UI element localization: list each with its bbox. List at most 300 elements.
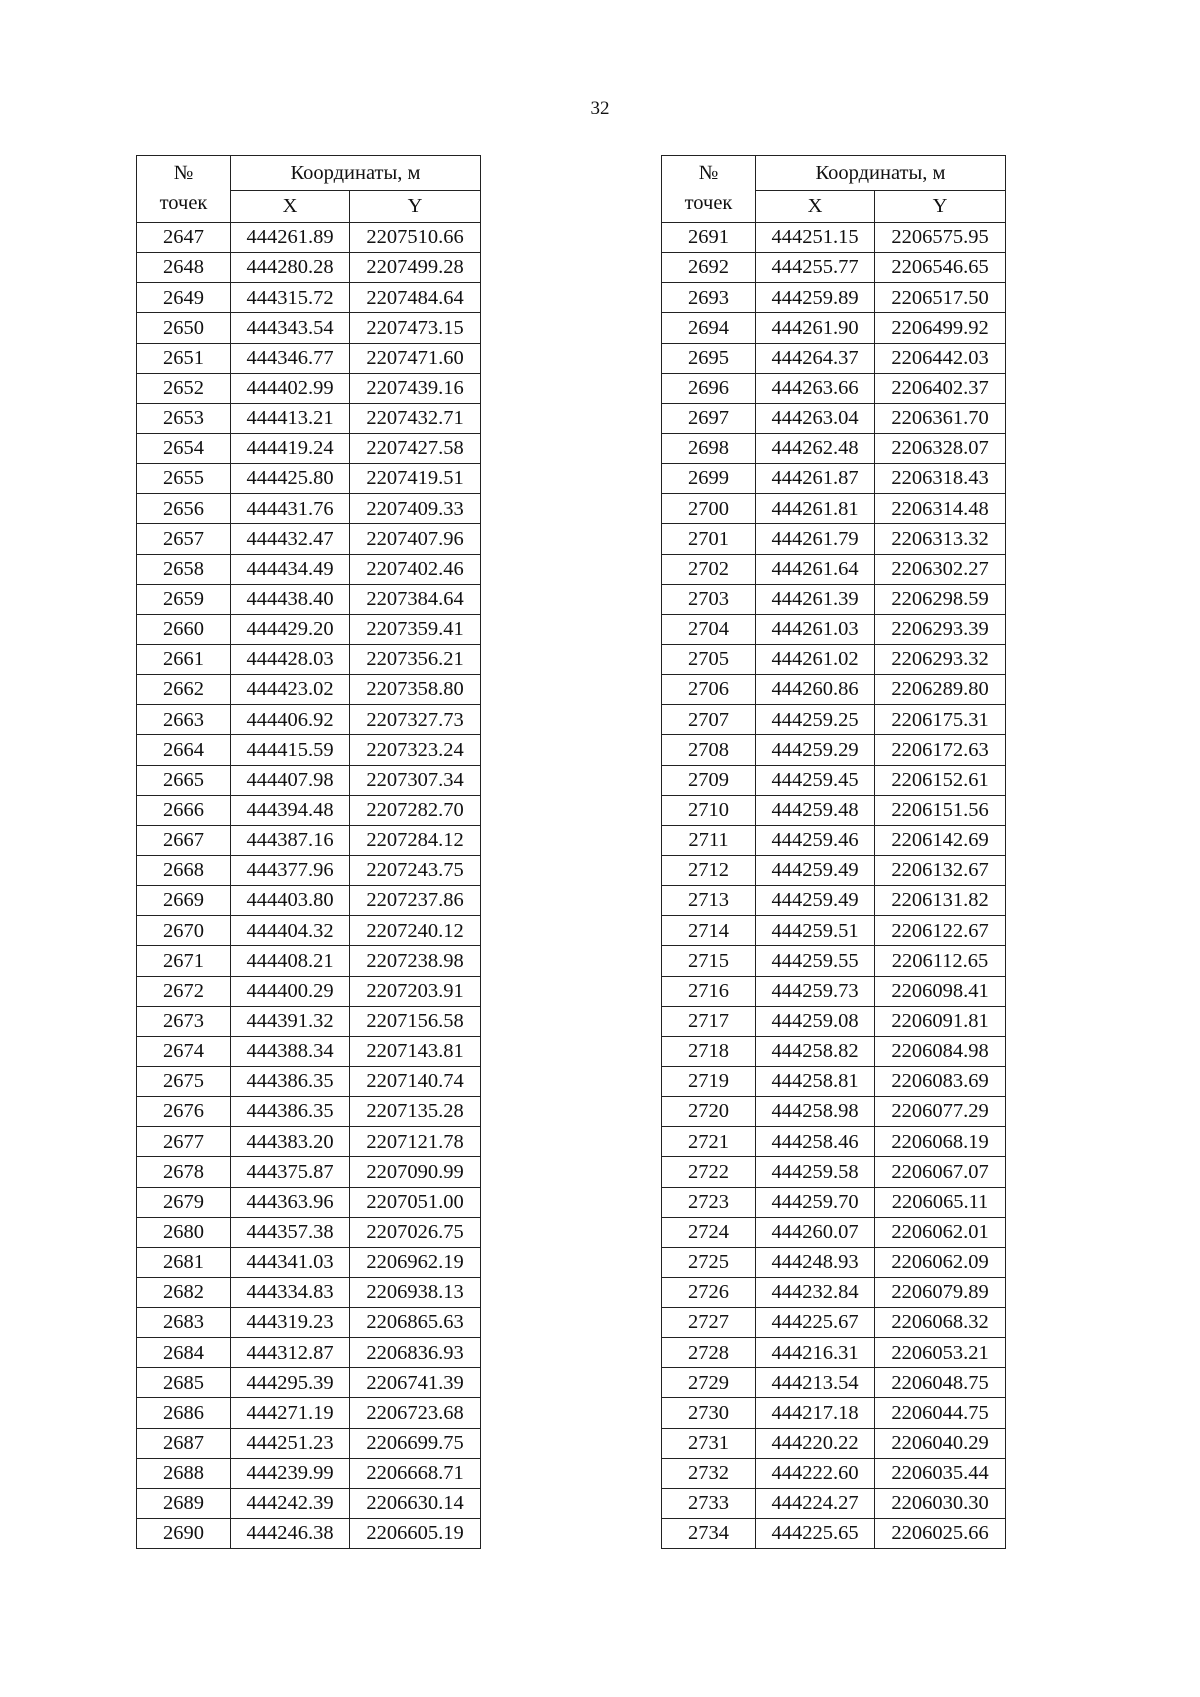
point-number-cell: 2729 <box>662 1368 756 1398</box>
y-coordinate-cell: 2207432.71 <box>350 403 481 433</box>
x-coordinate-cell: 444315.72 <box>231 283 350 313</box>
point-number-cell: 2662 <box>137 675 231 705</box>
table-row <box>137 283 481 313</box>
table-row <box>137 1458 481 1488</box>
table-row <box>662 283 1006 313</box>
x-coordinate-cell: 444242.39 <box>231 1488 350 1518</box>
y-coordinate-cell: 2206172.63 <box>875 735 1006 765</box>
point-number-header <box>662 156 756 223</box>
y-coordinate-cell: 2206065.11 <box>875 1187 1006 1217</box>
y-coordinate-cell: 2206030.30 <box>875 1488 1006 1518</box>
point-number-cell: 2648 <box>137 253 231 283</box>
point-number-cell: 2715 <box>662 946 756 976</box>
x-coordinate-cell: 444263.04 <box>756 403 875 433</box>
table-row <box>137 524 481 554</box>
y-coordinate-cell: 2206630.14 <box>350 1488 481 1518</box>
table-row <box>137 795 481 825</box>
x-coordinate-cell: 444402.99 <box>231 373 350 403</box>
y-coordinate-cell: 2207140.74 <box>350 1066 481 1096</box>
x-coordinate-cell: 444387.16 <box>231 825 350 855</box>
table-row <box>137 1398 481 1428</box>
y-column-header: Y <box>875 191 1006 223</box>
table-row <box>662 373 1006 403</box>
table-row <box>137 735 481 765</box>
table-row <box>662 1187 1006 1217</box>
point-number-cell: 2705 <box>662 644 756 674</box>
point-number-header <box>137 156 231 223</box>
y-coordinate-cell: 2207237.86 <box>350 886 481 916</box>
x-coordinate-cell: 444407.98 <box>231 765 350 795</box>
point-number-cell: 2699 <box>662 464 756 494</box>
x-coordinate-cell: 444259.48 <box>756 795 875 825</box>
y-coordinate-cell: 2206098.41 <box>875 976 1006 1006</box>
y-coordinate-cell: 2206302.27 <box>875 554 1006 584</box>
point-number-cell: 2692 <box>662 253 756 283</box>
point-number-cell: 2657 <box>137 524 231 554</box>
table-row <box>137 614 481 644</box>
point-number-cell: 2653 <box>137 403 231 433</box>
x-coordinate-cell: 444438.40 <box>231 584 350 614</box>
x-coordinate-cell: 444431.76 <box>231 494 350 524</box>
point-number-cell: 2731 <box>662 1428 756 1458</box>
y-coordinate-cell: 2207419.51 <box>350 464 481 494</box>
table-row <box>662 1066 1006 1096</box>
coordinates-header: Координаты, м <box>231 156 481 191</box>
x-coordinate-cell: 444259.51 <box>756 916 875 946</box>
y-coordinate-cell: 2207356.21 <box>350 644 481 674</box>
point-number-cell: 2733 <box>662 1488 756 1518</box>
point-number-cell: 2701 <box>662 524 756 554</box>
y-coordinate-cell: 2206142.69 <box>875 825 1006 855</box>
table-row <box>662 223 1006 253</box>
y-coordinate-cell: 2206938.13 <box>350 1277 481 1307</box>
y-coordinate-cell: 2206077.29 <box>875 1097 1006 1127</box>
table-row <box>662 494 1006 524</box>
y-coordinate-cell: 2206048.75 <box>875 1368 1006 1398</box>
table-row <box>662 253 1006 283</box>
x-coordinate-cell: 444388.34 <box>231 1036 350 1066</box>
point-number-cell: 2666 <box>137 795 231 825</box>
y-coordinate-cell: 2207240.12 <box>350 916 481 946</box>
y-coordinate-cell: 2207384.64 <box>350 584 481 614</box>
point-number-cell: 2660 <box>137 614 231 644</box>
y-coordinate-cell: 2206068.32 <box>875 1308 1006 1338</box>
y-coordinate-cell: 2206699.75 <box>350 1428 481 1458</box>
x-coordinate-cell: 444225.67 <box>756 1308 875 1338</box>
y-coordinate-cell: 2206062.09 <box>875 1247 1006 1277</box>
point-number-cell: 2697 <box>662 403 756 433</box>
y-coordinate-cell: 2206044.75 <box>875 1398 1006 1428</box>
x-coordinate-cell: 444260.86 <box>756 675 875 705</box>
x-coordinate-cell: 444377.96 <box>231 855 350 885</box>
point-number-cell: 2654 <box>137 433 231 463</box>
x-coordinate-cell: 444263.66 <box>756 373 875 403</box>
x-coordinate-cell: 444261.02 <box>756 644 875 674</box>
point-number-cell: 2683 <box>137 1308 231 1338</box>
table-row <box>137 1187 481 1217</box>
y-coordinate-cell: 2207499.28 <box>350 253 481 283</box>
table-row <box>137 403 481 433</box>
point-number-cell: 2728 <box>662 1338 756 1368</box>
x-coordinate-cell: 444258.82 <box>756 1036 875 1066</box>
y-coordinate-cell: 2207358.80 <box>350 675 481 705</box>
x-coordinate-cell: 444386.35 <box>231 1097 350 1127</box>
x-coordinate-cell: 444400.29 <box>231 976 350 1006</box>
y-coordinate-cell: 2207203.91 <box>350 976 481 1006</box>
table-row <box>662 1277 1006 1307</box>
y-coordinate-cell: 2207439.16 <box>350 373 481 403</box>
table-row <box>137 1036 481 1066</box>
table-row <box>662 735 1006 765</box>
table-row <box>137 373 481 403</box>
point-number-cell: 2690 <box>137 1519 231 1549</box>
x-coordinate-cell: 444403.80 <box>231 886 350 916</box>
point-number-cell: 2658 <box>137 554 231 584</box>
point-number-cell: 2719 <box>662 1066 756 1096</box>
point-number-cell: 2652 <box>137 373 231 403</box>
x-coordinate-cell: 444248.93 <box>756 1247 875 1277</box>
point-number-cell: 2691 <box>662 223 756 253</box>
x-coordinate-cell: 444222.60 <box>756 1458 875 1488</box>
table-row <box>662 1308 1006 1338</box>
table-row <box>662 1247 1006 1277</box>
x-coordinate-cell: 444312.87 <box>231 1338 350 1368</box>
y-coordinate-cell: 2207135.28 <box>350 1097 481 1127</box>
point-number-symbol: № <box>698 162 719 185</box>
table-row <box>662 1036 1006 1066</box>
x-coordinate-cell: 444259.08 <box>756 1006 875 1036</box>
x-coordinate-cell: 444217.18 <box>756 1398 875 1428</box>
y-coordinate-cell: 2207090.99 <box>350 1157 481 1187</box>
table-row <box>137 855 481 885</box>
x-coordinate-cell: 444251.23 <box>231 1428 350 1458</box>
table-row <box>137 584 481 614</box>
y-coordinate-cell: 2207282.70 <box>350 795 481 825</box>
table-body <box>137 223 481 1549</box>
table-row <box>662 1368 1006 1398</box>
table-row <box>662 1398 1006 1428</box>
table-row <box>662 916 1006 946</box>
x-coordinate-cell: 444258.46 <box>756 1127 875 1157</box>
table-row <box>662 1428 1006 1458</box>
point-number-cell: 2681 <box>137 1247 231 1277</box>
x-coordinate-cell: 444386.35 <box>231 1066 350 1096</box>
y-coordinate-cell: 2207471.60 <box>350 343 481 373</box>
y-coordinate-cell: 2206091.81 <box>875 1006 1006 1036</box>
y-coordinate-cell: 2206298.59 <box>875 584 1006 614</box>
x-coordinate-cell: 444259.49 <box>756 855 875 885</box>
table-row <box>137 223 481 253</box>
point-number-cell: 2696 <box>662 373 756 403</box>
x-coordinate-cell: 444383.20 <box>231 1127 350 1157</box>
point-number-word: точек <box>684 192 733 214</box>
x-coordinate-cell: 444262.48 <box>756 433 875 463</box>
table-row <box>137 554 481 584</box>
y-coordinate-cell: 2207409.33 <box>350 494 481 524</box>
point-number-cell: 2686 <box>137 1398 231 1428</box>
point-number-cell: 2675 <box>137 1066 231 1096</box>
point-number-cell: 2725 <box>662 1247 756 1277</box>
x-coordinate-cell: 444404.32 <box>231 916 350 946</box>
y-coordinate-cell: 2206068.19 <box>875 1127 1006 1157</box>
point-number-cell: 2680 <box>137 1217 231 1247</box>
point-number-cell: 2668 <box>137 855 231 885</box>
table-row <box>137 1338 481 1368</box>
x-coordinate-cell: 444225.65 <box>756 1519 875 1549</box>
point-number-cell: 2717 <box>662 1006 756 1036</box>
y-coordinate-cell: 2206132.67 <box>875 855 1006 885</box>
table-row <box>662 403 1006 433</box>
x-coordinate-cell: 444259.29 <box>756 735 875 765</box>
point-number-cell: 2694 <box>662 313 756 343</box>
point-number-cell: 2656 <box>137 494 231 524</box>
point-number-cell: 2720 <box>662 1097 756 1127</box>
x-coordinate-cell: 444429.20 <box>231 614 350 644</box>
table-row <box>662 1519 1006 1549</box>
table-row <box>137 976 481 1006</box>
point-number-cell: 2671 <box>137 946 231 976</box>
point-number-cell: 2722 <box>662 1157 756 1187</box>
table-row <box>137 644 481 674</box>
y-coordinate-cell: 2206112.65 <box>875 946 1006 976</box>
table-row <box>662 584 1006 614</box>
x-coordinate-cell: 444261.87 <box>756 464 875 494</box>
table-row <box>662 343 1006 373</box>
table-row <box>137 886 481 916</box>
table-row <box>137 433 481 463</box>
table-row <box>137 1519 481 1549</box>
point-number-cell: 2674 <box>137 1036 231 1066</box>
point-number-cell: 2711 <box>662 825 756 855</box>
table-row <box>662 524 1006 554</box>
table-row <box>662 1127 1006 1157</box>
point-number-cell: 2693 <box>662 283 756 313</box>
table-row <box>662 795 1006 825</box>
table-row <box>662 614 1006 644</box>
y-coordinate-cell: 2206836.93 <box>350 1338 481 1368</box>
x-coordinate-cell: 444280.28 <box>231 253 350 283</box>
point-number-cell: 2661 <box>137 644 231 674</box>
x-coordinate-cell: 444419.24 <box>231 433 350 463</box>
y-coordinate-cell: 2207323.24 <box>350 735 481 765</box>
x-coordinate-cell: 444232.84 <box>756 1277 875 1307</box>
y-coordinate-cell: 2206402.37 <box>875 373 1006 403</box>
y-coordinate-cell: 2206546.65 <box>875 253 1006 283</box>
y-coordinate-cell: 2206035.44 <box>875 1458 1006 1488</box>
point-number-cell: 2708 <box>662 735 756 765</box>
point-number-cell: 2672 <box>137 976 231 1006</box>
x-coordinate-cell: 444259.25 <box>756 705 875 735</box>
table-row <box>662 554 1006 584</box>
y-coordinate-cell: 2206122.67 <box>875 916 1006 946</box>
table-row <box>662 705 1006 735</box>
table-row <box>137 1488 481 1518</box>
point-number-cell: 2677 <box>137 1127 231 1157</box>
x-coordinate-cell: 444258.98 <box>756 1097 875 1127</box>
table-row <box>137 1097 481 1127</box>
point-number-cell: 2714 <box>662 916 756 946</box>
y-coordinate-cell: 2206067.07 <box>875 1157 1006 1187</box>
point-number-cell: 2669 <box>137 886 231 916</box>
x-coordinate-cell: 444255.77 <box>756 253 875 283</box>
y-coordinate-cell: 2207238.98 <box>350 946 481 976</box>
table-row <box>137 916 481 946</box>
table-row <box>137 494 481 524</box>
table-row <box>137 825 481 855</box>
point-number-cell: 2703 <box>662 584 756 614</box>
x-coordinate-cell: 444261.64 <box>756 554 875 584</box>
table-row <box>137 1006 481 1036</box>
table-row <box>662 1157 1006 1187</box>
y-coordinate-cell: 2206442.03 <box>875 343 1006 373</box>
x-coordinate-cell: 444261.90 <box>756 313 875 343</box>
x-coordinate-cell: 444251.15 <box>756 223 875 253</box>
point-number-cell: 2665 <box>137 765 231 795</box>
point-number-cell: 2689 <box>137 1488 231 1518</box>
y-coordinate-cell: 2206668.71 <box>350 1458 481 1488</box>
point-number-cell: 2664 <box>137 735 231 765</box>
y-coordinate-cell: 2206040.29 <box>875 1428 1006 1458</box>
table-row <box>137 1368 481 1398</box>
y-coordinate-cell: 2206289.80 <box>875 675 1006 705</box>
table-row <box>662 825 1006 855</box>
x-coordinate-cell: 444357.38 <box>231 1217 350 1247</box>
y-coordinate-cell: 2206605.19 <box>350 1519 481 1549</box>
table-row <box>137 343 481 373</box>
x-coordinate-cell: 444259.58 <box>756 1157 875 1187</box>
y-coordinate-cell: 2206314.48 <box>875 494 1006 524</box>
x-coordinate-cell: 444271.19 <box>231 1398 350 1428</box>
table-row <box>662 855 1006 885</box>
x-coordinate-cell: 444375.87 <box>231 1157 350 1187</box>
point-number-cell: 2716 <box>662 976 756 1006</box>
x-coordinate-cell: 444428.03 <box>231 644 350 674</box>
x-coordinate-cell: 444261.79 <box>756 524 875 554</box>
table-row <box>137 1066 481 1096</box>
x-coordinate-cell: 444425.80 <box>231 464 350 494</box>
point-number-cell: 2734 <box>662 1519 756 1549</box>
y-coordinate-cell: 2207407.96 <box>350 524 481 554</box>
y-coordinate-cell: 2206084.98 <box>875 1036 1006 1066</box>
point-number-cell: 2647 <box>137 223 231 253</box>
point-number-cell: 2687 <box>137 1428 231 1458</box>
point-number-cell: 2721 <box>662 1127 756 1157</box>
point-number-cell: 2695 <box>662 343 756 373</box>
x-coordinate-cell: 444406.92 <box>231 705 350 735</box>
y-coordinate-cell: 2207484.64 <box>350 283 481 313</box>
y-coordinate-cell: 2206151.56 <box>875 795 1006 825</box>
x-coordinate-cell: 444343.54 <box>231 313 350 343</box>
y-coordinate-cell: 2206062.01 <box>875 1217 1006 1247</box>
x-coordinate-cell: 444239.99 <box>231 1458 350 1488</box>
y-coordinate-cell: 2207143.81 <box>350 1036 481 1066</box>
table-row <box>137 946 481 976</box>
coordinates-header: Координаты, м <box>756 156 1006 191</box>
point-number-cell: 2650 <box>137 313 231 343</box>
y-coordinate-cell: 2206152.61 <box>875 765 1006 795</box>
y-coordinate-cell: 2206575.95 <box>875 223 1006 253</box>
table-row <box>137 1217 481 1247</box>
y-coordinate-cell: 2206053.21 <box>875 1338 1006 1368</box>
table-row <box>137 1157 481 1187</box>
table-row <box>662 675 1006 705</box>
x-coordinate-cell: 444259.89 <box>756 283 875 313</box>
x-coordinate-cell: 444413.21 <box>231 403 350 433</box>
x-coordinate-cell: 444261.89 <box>231 223 350 253</box>
y-coordinate-cell: 2206318.43 <box>875 464 1006 494</box>
x-coordinate-cell: 444391.32 <box>231 1006 350 1036</box>
x-coordinate-cell: 444394.48 <box>231 795 350 825</box>
point-number-cell: 2713 <box>662 886 756 916</box>
x-coordinate-cell: 444319.23 <box>231 1308 350 1338</box>
x-column-header: X <box>231 191 350 223</box>
y-column-header: Y <box>350 191 481 223</box>
point-number-cell: 2655 <box>137 464 231 494</box>
point-number-cell: 2667 <box>137 825 231 855</box>
x-coordinate-cell: 444334.83 <box>231 1277 350 1307</box>
table-row <box>662 1458 1006 1488</box>
x-coordinate-cell: 444246.38 <box>231 1519 350 1549</box>
x-coordinate-cell: 444261.39 <box>756 584 875 614</box>
y-coordinate-cell: 2207473.15 <box>350 313 481 343</box>
x-coordinate-cell: 444213.54 <box>756 1368 875 1398</box>
table-row <box>137 705 481 735</box>
point-number-cell: 2726 <box>662 1277 756 1307</box>
x-coordinate-cell: 444259.70 <box>756 1187 875 1217</box>
point-number-cell: 2663 <box>137 705 231 735</box>
table-row <box>137 1247 481 1277</box>
table-row <box>137 675 481 705</box>
point-number-cell: 2684 <box>137 1338 231 1368</box>
table-row <box>137 1428 481 1458</box>
x-coordinate-cell: 444295.39 <box>231 1368 350 1398</box>
point-number-cell: 2702 <box>662 554 756 584</box>
x-coordinate-cell: 444259.45 <box>756 765 875 795</box>
y-coordinate-cell: 2206741.39 <box>350 1368 481 1398</box>
point-number-cell: 2685 <box>137 1368 231 1398</box>
point-number-cell: 2670 <box>137 916 231 946</box>
y-coordinate-cell: 2207510.66 <box>350 223 481 253</box>
y-coordinate-cell: 2206517.50 <box>875 283 1006 313</box>
y-coordinate-cell: 2206079.89 <box>875 1277 1006 1307</box>
table-row <box>662 1488 1006 1518</box>
x-coordinate-cell: 444264.37 <box>756 343 875 373</box>
x-column-header: X <box>756 191 875 223</box>
table-row <box>662 1338 1006 1368</box>
x-coordinate-cell: 444220.22 <box>756 1428 875 1458</box>
table-row <box>662 464 1006 494</box>
x-coordinate-cell: 444363.96 <box>231 1187 350 1217</box>
x-coordinate-cell: 444423.02 <box>231 675 350 705</box>
table-row <box>662 946 1006 976</box>
x-coordinate-cell: 444259.49 <box>756 886 875 916</box>
table-row <box>662 1097 1006 1127</box>
x-coordinate-cell: 444258.81 <box>756 1066 875 1096</box>
point-number-cell: 2678 <box>137 1157 231 1187</box>
point-number-cell: 2732 <box>662 1458 756 1488</box>
y-coordinate-cell: 2206293.32 <box>875 644 1006 674</box>
y-coordinate-cell: 2206175.31 <box>875 705 1006 735</box>
y-coordinate-cell: 2207284.12 <box>350 825 481 855</box>
table-row <box>137 1127 481 1157</box>
y-coordinate-cell: 2207427.58 <box>350 433 481 463</box>
point-number-cell: 2706 <box>662 675 756 705</box>
point-number-cell: 2710 <box>662 795 756 825</box>
x-coordinate-cell: 444260.07 <box>756 1217 875 1247</box>
y-coordinate-cell: 2206499.92 <box>875 313 1006 343</box>
y-coordinate-cell: 2206962.19 <box>350 1247 481 1277</box>
table-row <box>662 1217 1006 1247</box>
